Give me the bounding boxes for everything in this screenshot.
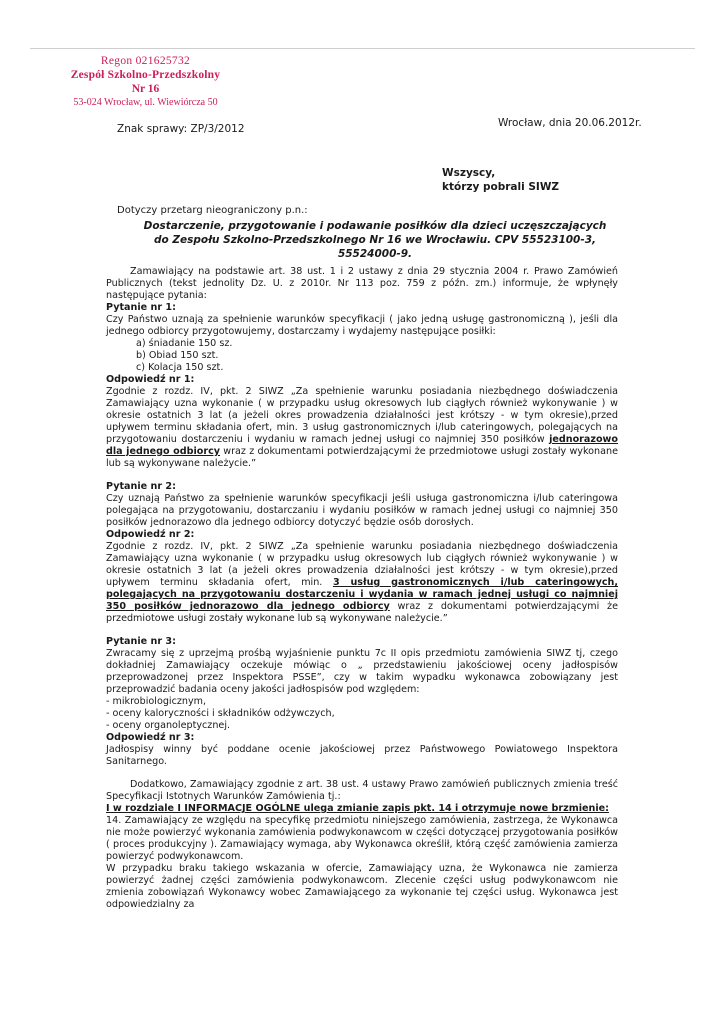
answer-2-text-b: wraz z dokumentami potwierdzającymi że przedmiotowe usługi zostały wykonane lub są wykonywane należycie.” (106, 601, 618, 624)
question-1-list (106, 338, 618, 374)
change-header: I w rozdziale I INFORMACJE OGÓLNE ulega zmianie zapis pkt. 14 i otrzymuje nowe brzmienie: (106, 803, 609, 814)
answer-1-heading: Odpowiedź nr 1: (106, 374, 195, 385)
stamp-address: 53-024 Wrocław, ul. Wiewiórcza 50 (73, 97, 218, 108)
list-item: a) śniadanie 150 sz. (136, 338, 233, 349)
addressee-line-2: którzy pobrali SIWZ (442, 181, 560, 193)
question-3-heading: Pytanie nr 3: (106, 636, 176, 647)
question-2-text: Czy uznają Państwo za spełnienie warunków specyfikacji jeśli usługa gastronomiczna i/lub cateringowa polegająca na przygotowaniu, dostarczaniu i wydaniu posiłków w ramach jednej usługi co najmniej 350 posiłków jednorazowo dla jednego odbiorcy dotyczyć będzie osób dorosłych. (106, 493, 618, 528)
list-item: b) Obiad 150 szt. (136, 350, 219, 361)
question-3-text: Zwracamy się z uprzejmą prośbą wyjaśnienie punktu 7c II opis przedmiotu zamówienia SIWZ tj, czego dokładniej Zamawiający oczekuje mówiąc o „ przedstawieniu jakościowej oceny jadłospisów przeprowadzonej przez Inspektora PSSE”, czy w takim wypadku wykonawca zobowiązany jest przeprowadzić badania oceny jakości jadłospisów pod względem: (106, 648, 618, 695)
letter-body (106, 266, 618, 911)
list-item: c) Kolacja 150 szt. (136, 362, 224, 373)
intro-paragraph: Zamawiający na podstawie art. 38 ust. 1 i 2 ustawy z dnia 29 stycznia 2004 r. Prawo Zamówień Publicznych (tekst jednolity Dz. U. z 2010r. Nr 113 poz. 759 z późn. zm.) informuje, że wpłynęły następujące pytania: (106, 266, 618, 301)
closing-paragraph: W przypadku braku takiego wskazania w ofercie, Zamawiający uzna, że Wykonawca nie zamierza powierzyć żadnej części zamówienia podwykonawcom. Zlecenie części usług podwykonawcom nie zmienia zobowiązań Wykonawcy wobec Zamawiającego za wykonanie tej części usług. Wykonawca jest odpowiedzialny za (106, 863, 618, 910)
additional-paragraph: Dodatkowo, Zamawiający zgodnie z art. 38 ust. 4 ustawy Prawo zamówień publicznych zmienia treść Specyfikacji Istotnych Warunków Zamówienia tj.: (106, 779, 618, 802)
list-item: - oceny organoleptycznej. (106, 720, 231, 731)
answer-3-heading: Odpowiedź nr 3: (106, 732, 195, 743)
institution-stamp (58, 54, 233, 110)
case-reference: Znak sprawy: ZP/3/2012 (117, 123, 245, 135)
question-2-heading: Pytanie nr 2: (106, 481, 176, 492)
addressee (442, 166, 559, 194)
re-line: Dotyczy przetarg nieograniczony p.n.: (117, 205, 308, 216)
date-line: Wrocław, dnia 20.06.2012r. (498, 117, 642, 129)
list-item: - oceny kaloryczności i składników odżywczych, (106, 708, 335, 719)
question-1-text: Czy Państwo uznają za spełnienie warunków specyfikacji ( jako jedną usługę gastronomiczną ), jeśli dla jednego odbiorcy przygotowujemy, dostarczamy i wydajemy następujące posiłki: (106, 314, 618, 337)
answer-1-text (106, 386, 618, 470)
answer-3-text: Jadłospisy winny być poddane ocenie jakościowej przez Państwowego Powiatowego Inspektora Sanitarnego. (106, 744, 618, 767)
answer-2-text-a: Zgodnie z rozdz. IV, pkt. 2 SIWZ „Za spełnienie warunku posiadania niezbędnego doświadczenia Zamawiający uzna wykonanie ( w przypadku usług okresowych lub ciągłych również wykonywanie ) w okresie ostatnich 3 lat (a jeżeli okres prowadzenia działalności jest krótszy - w tym okresie),przed upływem terminu składania ofert, min. (106, 541, 618, 588)
answer-1-text-a: Zgodnie z rozdz. IV, pkt. 2 SIWZ „Za spełnienie warunku posiadania niezbędnego doświadczenia Zamawiający uzna wykonanie ( w przypadku usług okresowych lub ciągłych również wykonywanie ) w okresie ostatnich 3 lat (a jeżeli okres prowadzenia działalności jest krótszy - w tym okresie),przed upływem terminu składania ofert, min. 3 usług gastronomicznych i/lub cateringowych, polegających na przygotowaniu dostarczeniu i wydaniu w ramach jednej usługi co najmniej 350 posiłków (106, 386, 618, 445)
stamp-number: Nr 16 (131, 83, 160, 95)
top-rule (30, 48, 695, 49)
stamp-regon: Regon 021625732 (100, 55, 191, 67)
list-item: - mikrobiologicznym, (106, 696, 207, 707)
answer-2-text (106, 541, 618, 625)
answer-1-emphasis: jednorazowo dla jednego odbiorcy (106, 434, 618, 457)
addressee-line-1: Wszyscy, (442, 167, 496, 179)
question-1-heading: Pytanie nr 1: (106, 302, 176, 313)
stamp-name: Zespół Szkolno-Przedszkolny (70, 69, 221, 81)
tender-subject: Dostarczenie, przygotowanie i podawanie posiłków dla dzieci uczęszczających do Zespołu Szkolno-Przedszkolnego Nr 16 we Wrocławiu. CPV 55523100-3, 55524000-9. (143, 220, 607, 260)
answer-2-emphasis: 3 usług gastronomicznych i/lub cateringowych, polegających na przygotowaniu dostarczeniu i wydania w ramach jednej usługi co najmniej 350 posiłków jednorazowo dla jednego odbiorcy (106, 577, 619, 612)
point-14-text: 14. Zamawiający ze względu na specyfikę przedmiotu niniejszego zamówienia, zastrzega, że Wykonawca nie może powierzyć wykonania zamówienia podwykonawcom w części dotyczącej przygotowania posiłków ( proces produkcyjny ). Zamawiający wymaga, aby Wykonawca określił, którą część zamówienia zamierza powierzyć podwykonawcom. (106, 815, 618, 862)
answer-1-text-b: wraz z dokumentami potwierdzającymi że przedmiotowe usługi zostały wykonane lub są wykonywane należycie.” (106, 446, 618, 469)
answer-2-heading: Odpowiedź nr 2: (106, 529, 195, 540)
